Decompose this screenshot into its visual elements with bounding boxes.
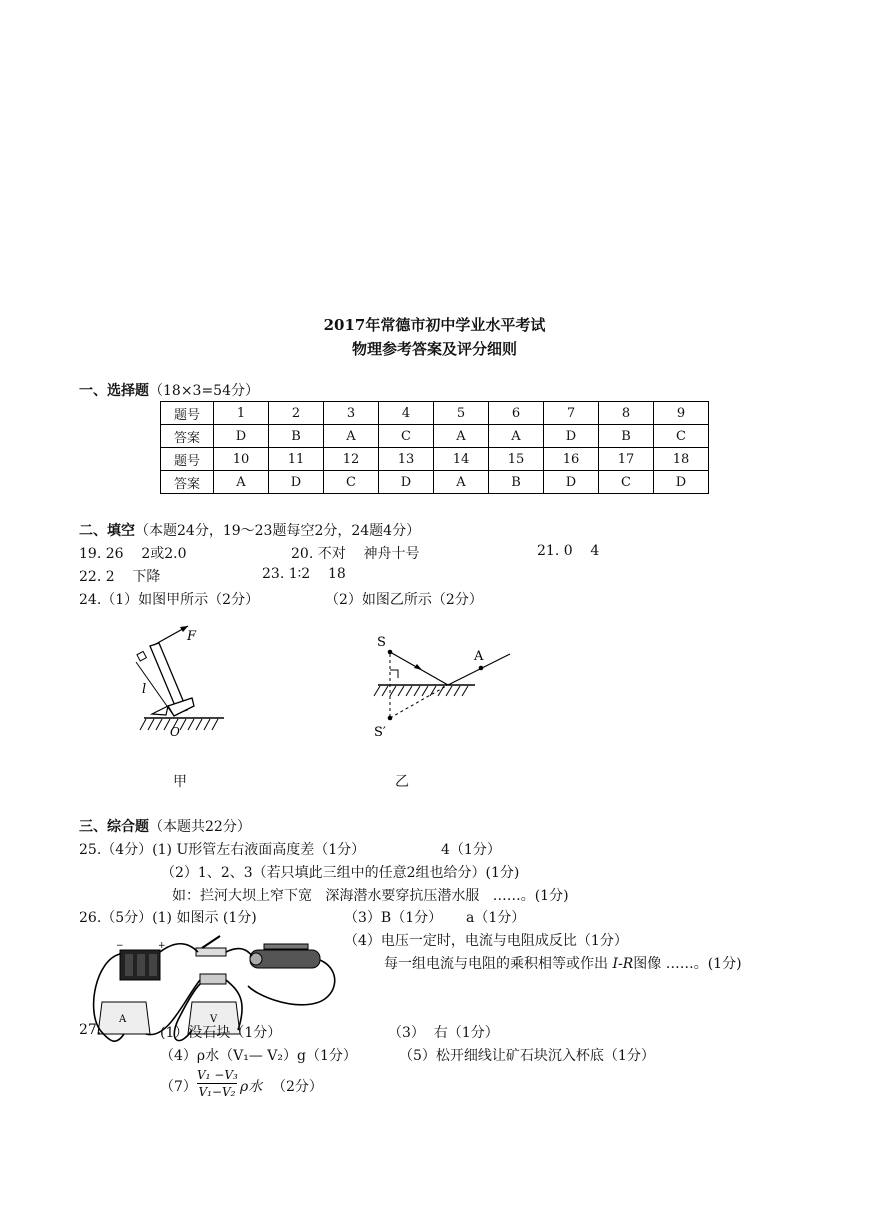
table-cell: B [489, 471, 544, 494]
table-cell: C [654, 425, 709, 448]
jia-pivot-label: O [170, 725, 180, 738]
svg-text:+: + [158, 941, 166, 951]
table-cell: 9 [654, 402, 709, 425]
table-row [161, 448, 709, 471]
table-cell: D [269, 471, 324, 494]
table-cell: 18 [654, 448, 709, 471]
table-cell: 8 [599, 402, 654, 425]
section1-note: （18×3=54分） [149, 383, 259, 399]
answer-q26-line3-text: 每一组电流与电阻的乘积相等或作出 [384, 956, 608, 972]
table-cell: 13 [379, 448, 434, 471]
table-cell: 12 [324, 448, 379, 471]
table-cell: 15 [489, 448, 544, 471]
table-row [161, 425, 709, 448]
answer-table [160, 401, 709, 494]
answer-q27-line2b: （5）松开细线让矿石块沉入杯底（1分） [399, 1048, 655, 1064]
table-row-header: 题号 [161, 402, 214, 425]
table-cell: D [544, 425, 599, 448]
answer-q19: 19. 26 2或2.0 [79, 546, 187, 562]
table-cell: C [324, 471, 379, 494]
figure-yi-reflection [370, 630, 520, 745]
table-cell: C [379, 425, 434, 448]
jia-arm-label: l [142, 682, 147, 697]
table-row-header: 答案 [161, 425, 214, 448]
answer-q26-line1: 26.（5分）(1) 如图示 (1分) [79, 910, 257, 926]
answer-q21: 21. 0 4 [537, 543, 600, 559]
table-row [161, 402, 709, 425]
table-cell: 7 [544, 402, 599, 425]
ammeter-label: A [119, 1014, 127, 1025]
exam-title: 2017年常德市初中学业水平考试 [323, 316, 546, 334]
caption-jia: 甲 [173, 774, 187, 790]
answer-q27-number: 27. [79, 1022, 102, 1038]
section1-heading-line [79, 380, 259, 400]
answer-q26-line1b: （3）B（1分） [344, 910, 443, 926]
table-row-header: 答案 [161, 471, 214, 494]
answer-q27-rho: ρ水 [240, 1079, 263, 1095]
table-cell: B [269, 425, 324, 448]
answer-q27-fraction [197, 1068, 237, 1099]
fraction-denominator: V₁−V₂ [198, 1085, 236, 1099]
svg-text:−: − [116, 941, 124, 951]
answer-q25-line1: 25.（4分）(1) U形管左右液面高度差（1分） [79, 842, 366, 858]
table-cell: D [379, 471, 434, 494]
answer-q25-line1b: 4（1分） [441, 842, 501, 858]
table-cell: 5 [434, 402, 489, 425]
section3-heading: 三、综合题 [79, 819, 149, 835]
yi-point-a-label: A [474, 649, 484, 664]
figure-jia-hammer-lever [130, 618, 240, 738]
answer-q26-line2: （4）电压一定时，电流与电阻成反比（1分） [344, 933, 628, 949]
answer-q24-part1: 24.（1）如图甲所示（2分） [79, 592, 260, 608]
answer-q27-line3-prefix: （7） [160, 1079, 197, 1095]
section2-heading: 二、填空 [79, 523, 135, 539]
table-cell: 4 [379, 402, 434, 425]
answer-q27-score: （2分） [272, 1079, 323, 1095]
voltmeter-label: V [210, 1014, 218, 1025]
section2-heading-line [79, 520, 420, 540]
table-cell: B [599, 425, 654, 448]
answer-q27-line1: (1）没石块（1分） [160, 1025, 282, 1041]
section3-heading-line [79, 816, 251, 836]
answer-q26-line3-end: 图像 ……。(1分) [633, 956, 742, 972]
table-cell: A [489, 425, 544, 448]
table-cell: D [214, 425, 269, 448]
answer-q27-line2: （4）ρ水（V₁— V₂）g（1分） [160, 1048, 357, 1064]
table-cell: 2 [269, 402, 324, 425]
table-cell: A [324, 425, 379, 448]
answer-q24-part2: （2）如图乙所示（2分） [325, 592, 483, 608]
section3-note: （本题共22分） [149, 819, 251, 835]
yi-image-label: S′ [374, 725, 386, 740]
table-cell: 11 [269, 448, 324, 471]
table-cell: D [544, 471, 599, 494]
table-cell: 1 [214, 402, 269, 425]
table-cell: 3 [324, 402, 379, 425]
answer-q26-line3 [384, 953, 742, 973]
table-cell: A [434, 425, 489, 448]
answer-q27-line1b: （3） 右（1分） [388, 1025, 499, 1041]
section1-heading: 一、选择题 [79, 383, 149, 399]
table-cell: 16 [544, 448, 599, 471]
table-cell: 17 [599, 448, 654, 471]
answer-q26-line3-var: I-R [612, 956, 634, 972]
table-row [161, 471, 709, 494]
table-cell: 10 [214, 448, 269, 471]
table-cell: D [654, 471, 709, 494]
answer-q25-line3: 如：拦河大坝上窄下宽 深海潜水要穿抗压潜水服 ……。(1分) [172, 888, 569, 904]
table-row-header: 题号 [161, 448, 214, 471]
table-cell: C [599, 471, 654, 494]
answer-q20: 20. 不对 神舟十号 [291, 546, 420, 562]
table-cell: 14 [434, 448, 489, 471]
answer-q23: 23. 1∶2 18 [262, 566, 346, 582]
table-cell: A [434, 471, 489, 494]
answer-q25-line2: （2）1、2、3（若只填此三组中的任意2组也给分）(1分) [161, 865, 520, 881]
jia-force-label: F [187, 629, 197, 644]
caption-yi: 乙 [395, 774, 409, 790]
table-cell: 6 [489, 402, 544, 425]
yi-source-label: S [377, 635, 386, 650]
table-cell: A [214, 471, 269, 494]
exam-subtitle: 物理参考答案及评分细则 [351, 340, 517, 358]
answer-q22: 22. 2 下降 [79, 569, 161, 585]
section2-note: （本题24分，19～23题每空2分，24题4分） [135, 523, 421, 539]
answer-q26-line1c: a（1分） [466, 910, 526, 926]
fraction-numerator: V₁ −V₃ [197, 1068, 238, 1082]
